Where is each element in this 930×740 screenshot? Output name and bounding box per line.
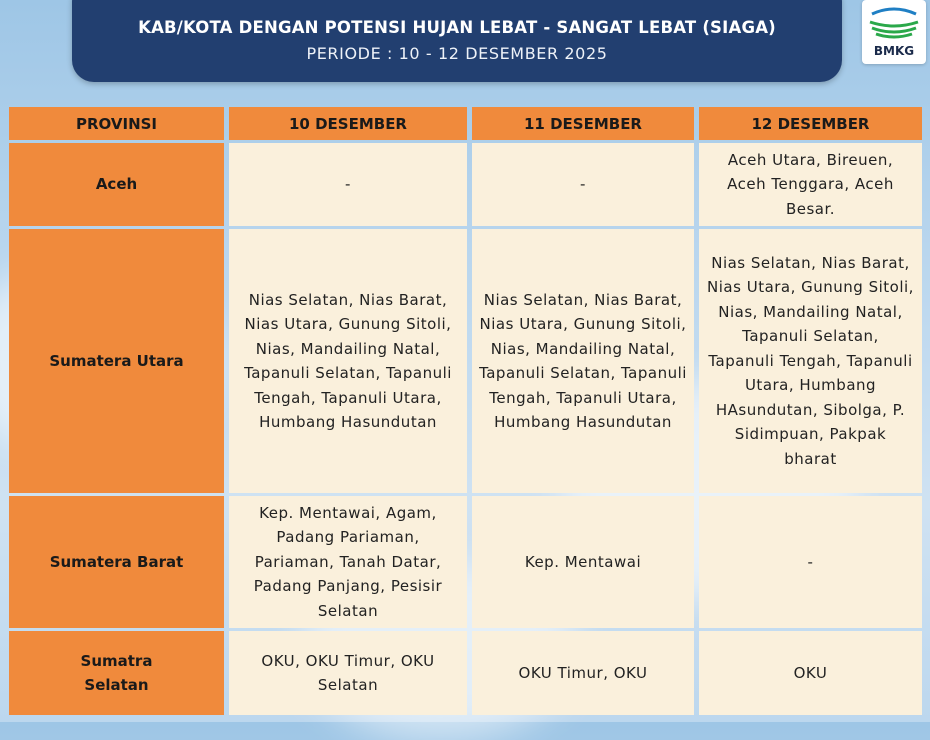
cell-10-dec: Nias Selatan, Nias Barat, Nias Utara, Gunung Sitoli, Nias, Mandailing Natal, Tapanuli Selatan, Tapanuli Tengah, Tapanuli Utara, Humbang Hasundutan <box>229 229 467 493</box>
column-header-10-dec: 10 DESEMBER <box>229 107 467 140</box>
cell-12-dec: - <box>699 496 922 628</box>
forecast-table <box>4 104 927 718</box>
logo-text: BMKG <box>873 44 915 58</box>
province-cell: Sumatra Selatan <box>9 631 224 715</box>
cell-12-dec: Aceh Utara, Bireuen, Aceh Tenggara, Aceh Besar. <box>699 143 922 226</box>
column-header-11-dec: 11 DESEMBER <box>472 107 694 140</box>
bmkg-logo-icon <box>862 0 926 44</box>
cell-11-dec: - <box>472 143 694 226</box>
bmkg-logo <box>862 0 926 64</box>
table-row <box>9 229 922 493</box>
cell-10-dec: OKU, OKU Timur, OKU Selatan <box>229 631 467 715</box>
province-cell: Aceh <box>9 143 224 226</box>
table-row <box>9 631 922 715</box>
header-banner <box>72 0 842 82</box>
cell-12-dec: Nias Selatan, Nias Barat, Nias Utara, Gunung Sitoli, Nias, Mandailing Natal, Tapanuli Selatan, Tapanuli Tengah, Tapanuli Utara, Humbang HAsundutan, Sibolga, P. Sidimpuan, Pakpak bharat <box>699 229 922 493</box>
column-header-province: PROVINSI <box>9 107 224 140</box>
cell-11-dec: OKU Timur, OKU <box>472 631 694 715</box>
cell-10-dec: Kep. Mentawai, Agam, Padang Pariaman, Pariaman, Tanah Datar, Padang Panjang, Pesisir Selatan <box>229 496 467 628</box>
column-header-12-dec: 12 DESEMBER <box>699 107 922 140</box>
table-row <box>9 143 922 226</box>
page-title: KAB/KOTA DENGAN POTENSI HUJAN LEBAT - SANGAT LEBAT (SIAGA) <box>138 18 776 37</box>
cell-11-dec: Kep. Mentawai <box>472 496 694 628</box>
province-cell: Sumatera Barat <box>9 496 224 628</box>
cell-11-dec: Nias Selatan, Nias Barat, Nias Utara, Gunung Sitoli, Nias, Mandailing Natal, Tapanuli Selatan, Tapanuli Tengah, Tapanuli Utara, Humbang Hasundutan <box>472 229 694 493</box>
province-cell: Sumatera Utara <box>9 229 224 493</box>
cell-10-dec: - <box>229 143 467 226</box>
table-header-row <box>9 107 922 140</box>
table-row <box>9 496 922 628</box>
cell-12-dec: OKU <box>699 631 922 715</box>
period-subtitle: PERIODE : 10 - 12 DESEMBER 2025 <box>306 44 608 63</box>
